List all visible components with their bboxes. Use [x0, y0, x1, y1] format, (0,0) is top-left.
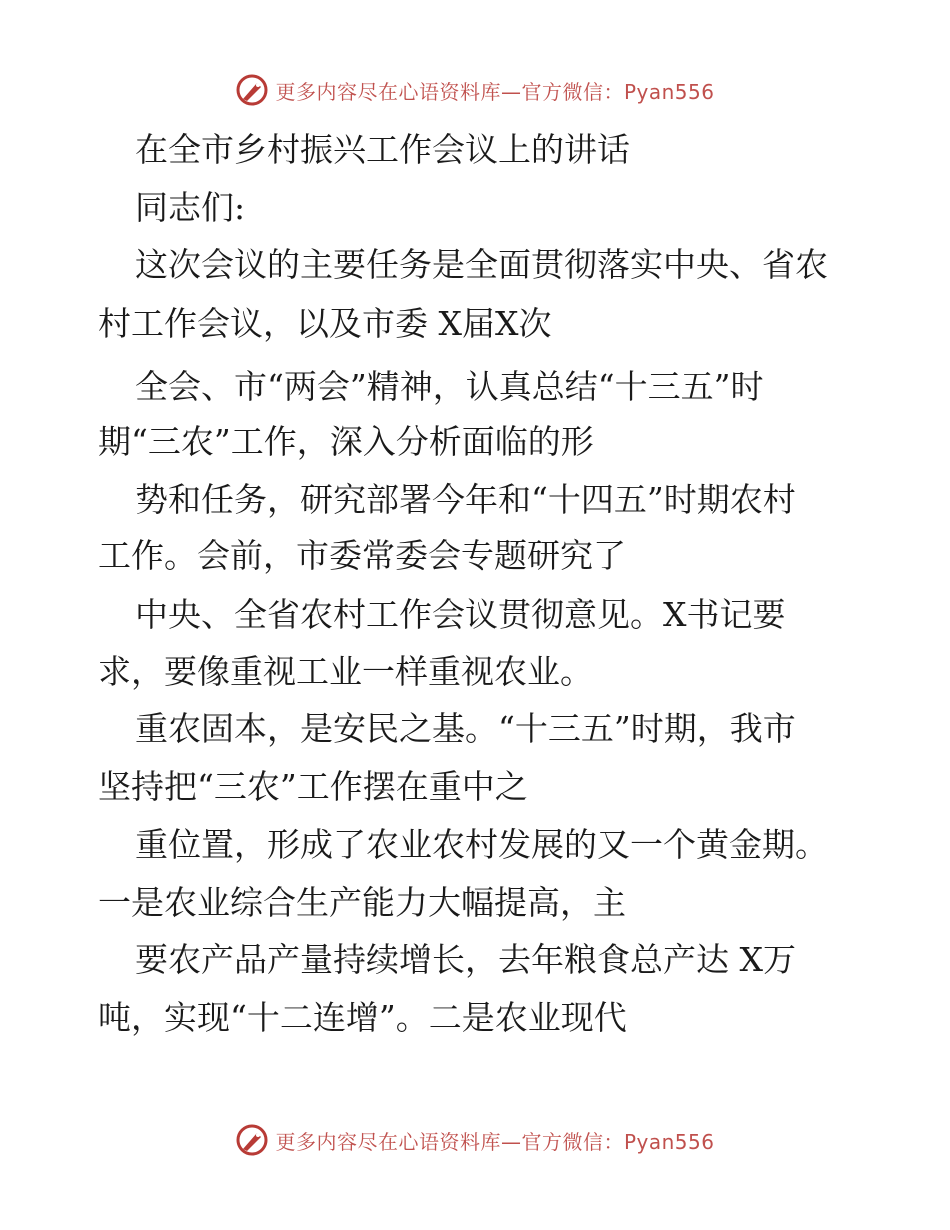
pen-nib-logo-icon — [235, 73, 269, 107]
header-banner — [0, 70, 950, 110]
paragraph-line: 一是农业综合生产能力大幅提高，主 — [98, 883, 626, 922]
footer-banner-text: 更多内容尽在心语资料库—官方微信：Pyan556 — [275, 1129, 715, 1154]
header-banner-text: 更多内容尽在心语资料库—官方微信：Pyan556 — [275, 79, 715, 104]
paragraph-line: 求，要像重视工业一样重视农业。 — [98, 652, 593, 691]
paragraph-line: 工作。会前，市委常委会专题研究了 — [98, 536, 626, 575]
paragraph-line: 期“三农”工作，深入分析面临的形 — [98, 422, 594, 461]
paragraph-line: 要农产品产量持续增长，去年粮食总产达 X万 — [135, 940, 796, 979]
paragraph-line: 这次会议的主要任务是全面贯彻落实中央、省农 — [135, 245, 828, 284]
footer-banner — [0, 1120, 950, 1160]
salutation: 同志们: — [135, 188, 246, 227]
paragraph-line: 坚持把“三农”工作摆在重中之 — [98, 767, 528, 806]
paragraph-line: 村工作会议，以及市委 X届X次 — [98, 304, 552, 343]
pen-nib-logo-icon — [235, 1123, 269, 1157]
paragraph-line: 势和任务，研究部署今年和“十四五”时期农村 — [135, 480, 796, 519]
paragraph-line: 全会、市“两会”精神，认真总结“十三五”时 — [135, 367, 764, 406]
paragraph-line: 重位置，形成了农业农村发展的又一个黄金期。 — [135, 825, 828, 864]
document-title: 在全市乡村振兴工作会议上的讲话 — [135, 130, 630, 169]
paragraph-line: 吨，实现“十二连增”。二是农业现代 — [98, 998, 627, 1037]
paragraph-line: 中央、全省农村工作会议贯彻意见。X书记要 — [135, 595, 786, 634]
paragraph-line: 重农固本，是安民之基。“十三五”时期，我市 — [135, 709, 796, 748]
